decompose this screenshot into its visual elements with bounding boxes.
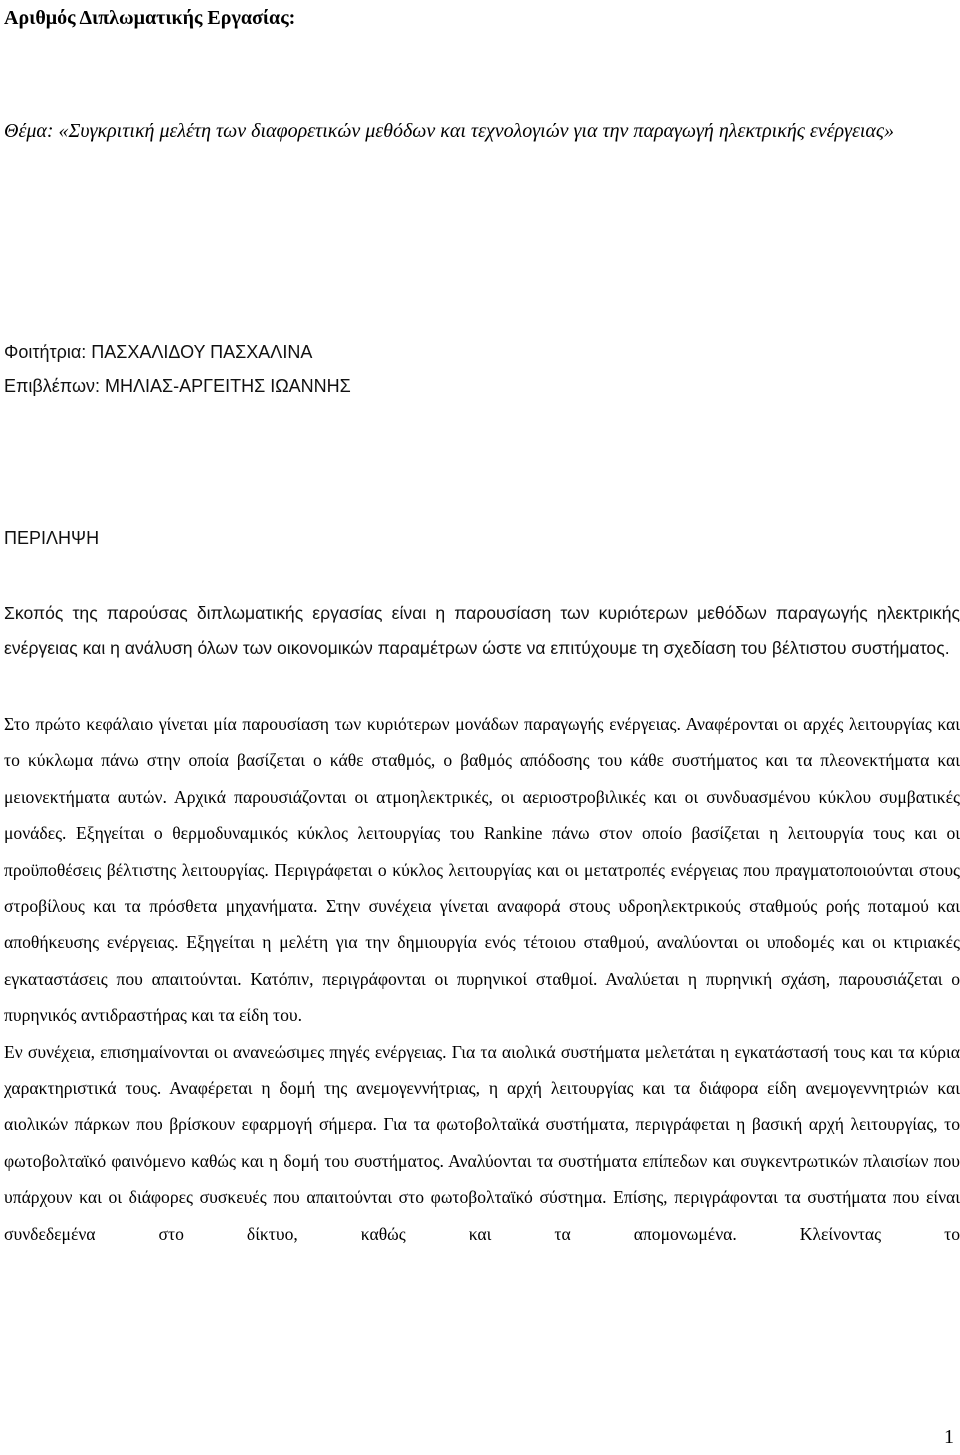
abstract-paragraph-chapter-one: Στο πρώτο κεφάλαιο γίνεται μία παρουσίαση των κυριότερων μονάδων παραγωγής ενέργειας. Αναφέρονται οι αρχές λειτουργίας και το κύκλωμα πάνω στην οποία βασίζεται ο κάθε σταθμός, ο βαθμός απόδοσης του κάθε συστήματος και τα πλεονεκτήματα και μειονεκτήματα αυτών. Αρχικά παρουσιάζονται οι ατμοηλεκτρικές, οι αεριοστροβιλικές και οι συνδυασμένου κύκλου συμβατικές μονάδες. Εξηγείται ο θερμοδυναμικός κύκλος λειτουργίας του Rankine πάνω στον οποίο βασίζεται η λειτουργία τους και οι προϋποθέσεις βέλτιστης λειτουργίας. Περιγράφεται ο κύκλος λειτουργίας και οι μετατροπές ενέργειας που πραγματοποιούνται στους στροβίλους και τα πρόσθετα μηχανήματα. Στην συνέχεια γίνεται αναφορά στους υδροηλεκτρικούς σταθμούς ροής ποταμού και αποθήκευσης ενέργειας. Εξηγείται η μελέτη για την δημιουργία ενός τέτοιου σταθμού, αναλύονται οι υποδομές και οι κτιριακές εγκαταστάσεις που απαιτούνται. Κατόπιν, περιγράφονται οι πυρηνικοί σταθμοί. Αναλύεται η πυρηνική σχάση, παρουσιάζεται ο πυρηνικός αντιδραστήρας και τα είδη του. <box>4 714 960 1026</box>
abstract-paragraph-renewables: Εν συνέχεια, επισημαίνονται οι ανανεώσιμες πηγές ενέργειας. Για τα αιολικά συστήματα μελετάται η εγκατάστασή τους και τα κύρια χαρακτηριστικά τους. Αναφέρεται η δομή της ανεμογεννήτριας, η αρχή λειτουργίας και τα διάφορα είδη ανεμογεννητριών και αιολικών πάρκων που βρίσκουν εφαρμογή σήμερα. Για τα φωτοβολταϊκά συστήματα, περιγράφεται η βασική αρχή λειτουργίας, το φωτοβολταϊκό φαινόμενο καθώς και η δομή του συστήματος. Αναλύονται τα συστήματα επίπεδων και συγκεντρωτικών πλαισίων που υπάρχουν και οι διάφορες συσκευές που απαιτούνται στο φωτοβολταϊκό σύστημα. Επίσης, περιγράφονται τα συστήματα που είναι συνδεδεμένα στο δίκτυο, καθώς και τα απομονωμένα. Κλείνοντας το <box>4 1041 960 1244</box>
student-name: Φοιτήτρια: ΠΑΣΧΑΛΙΔΟΥ ΠΑΣΧΑΛΙΝΑ <box>4 342 313 362</box>
thesis-topic: Θέμα: «Συγκριτική μελέτη των διαφορετικών μεθόδων και τεχνολογιών για την παραγωγή ηλεκτρικής ενέργειας» <box>4 120 895 142</box>
thesis-number-label: Αριθμός Διπλωματικής Εργασίας: <box>4 7 296 29</box>
abstract-body <box>4 706 960 1252</box>
page-number: 1 <box>944 1426 954 1448</box>
supervisor-name: Επιβλέπων: ΜΗΛΙΑΣ-ΑΡΓΕΙΤΗΣ ΙΩΑΝΝΗΣ <box>4 376 351 396</box>
abstract-heading: ΠΕΡΙΛΗΨΗ <box>4 528 100 548</box>
abstract-intro-paragraph: Σκοπός της παρούσας διπλωματικής εργασίας είναι η παρουσίαση των κυριότερων μεθόδων παραγωγής ηλεκτρικής ενέργειας και η ανάλυση όλων των οικονομικών παραμέτρων ώστε να επιτύχουμε τη σχεδίαση του βέλτιστου συστήματος. <box>4 603 960 658</box>
